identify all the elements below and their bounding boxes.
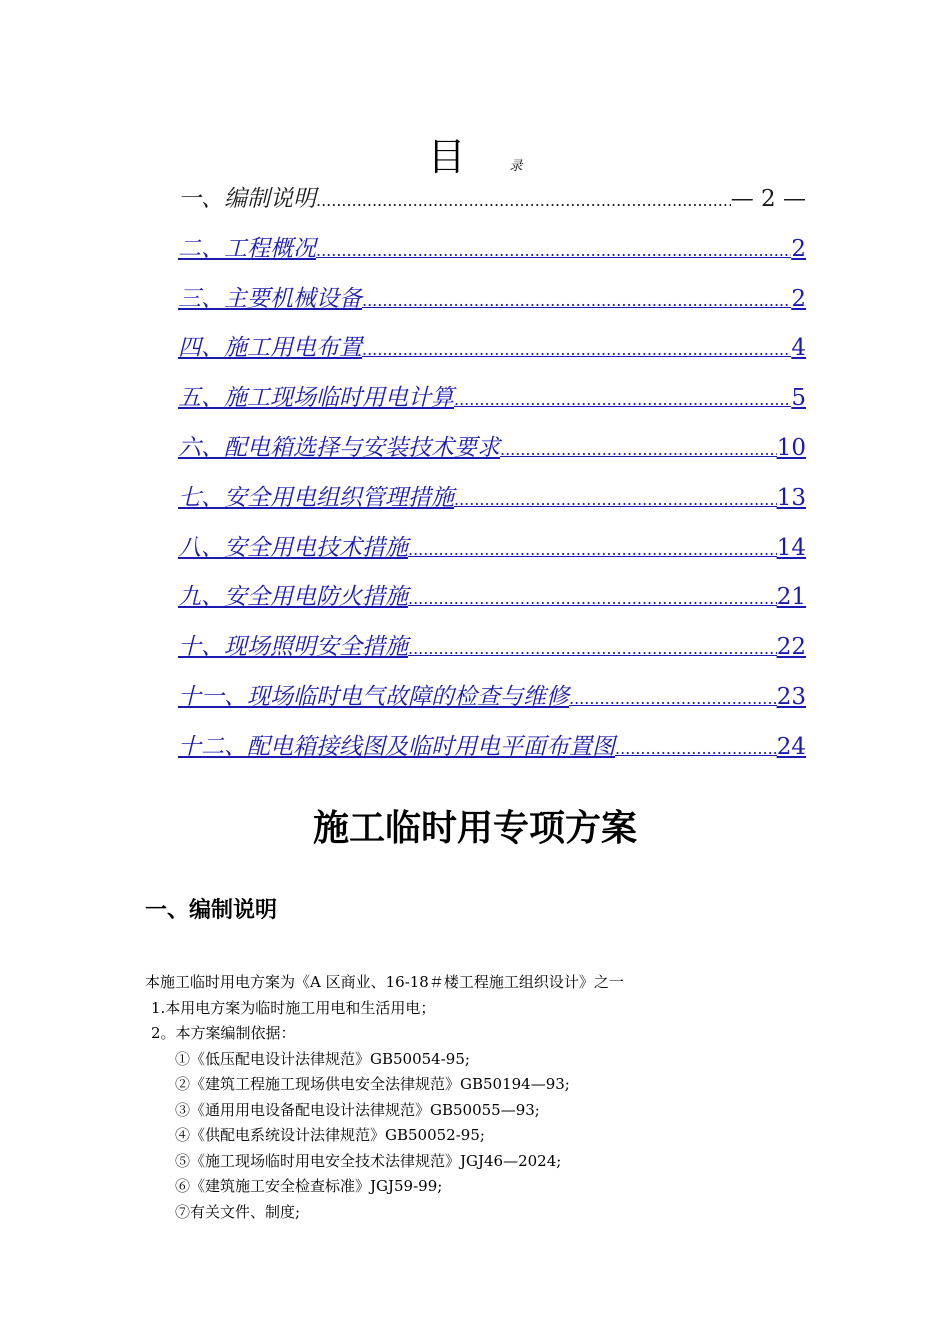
- toc-title: [0, 126, 950, 181]
- toc-entry-page: 22: [776, 634, 806, 661]
- intro-paragraph: 本施工临时用电方案为《A 区商业、16-18＃楼工程施工组织设计》之一: [145, 973, 624, 991]
- toc-entry-label: 十一、现场临时电气故障的检查与维修: [178, 683, 569, 710]
- list-item: 2。本方案编制依据：: [151, 1024, 296, 1042]
- toc-entry-page: 2: [791, 285, 806, 312]
- basis-item: ⑤《施工现场临时用电安全技术法律规范》JGJ46—2024;: [175, 1151, 562, 1170]
- toc-leader: [362, 280, 791, 322]
- basis-item: ④《供配电系统设计法律规范》GB50052-95;: [175, 1126, 485, 1144]
- toc-leader: [408, 578, 777, 620]
- toc-leader: [408, 628, 777, 670]
- toc-entry-page: 10: [776, 434, 806, 461]
- toc-entry-5[interactable]: [178, 377, 806, 427]
- basis-item: ②《建筑工程施工现场供电安全法律规范》GB50194—93;: [175, 1075, 570, 1093]
- toc-entry-label: 八、安全用电技术措施: [178, 534, 408, 561]
- toc-entry-3[interactable]: [178, 278, 806, 328]
- toc-leader: [316, 180, 731, 222]
- toc-entry-7[interactable]: [178, 477, 806, 527]
- toc-title-suffix: 录: [509, 159, 523, 174]
- toc-entry-page: 2: [791, 235, 806, 262]
- toc-entry-page: 21: [776, 584, 806, 611]
- toc-leader: [408, 529, 777, 571]
- toc-leader: [615, 728, 777, 770]
- section-body: [145, 970, 624, 1225]
- toc-entry-page: — 2 —: [730, 186, 806, 212]
- toc-entry-1[interactable]: [178, 178, 806, 228]
- table-of-contents: [178, 178, 806, 776]
- document-title: 施工临时用专项方案: [312, 808, 637, 849]
- section-heading: 一、编制说明: [145, 898, 278, 923]
- toc-entry-label: 十、现场照明安全措施: [178, 634, 408, 661]
- basis-item: ①《低压配电设计法律规范》GB50054-95;: [175, 1049, 470, 1068]
- toc-entry-2[interactable]: [178, 228, 806, 278]
- toc-entry-page: 24: [776, 733, 806, 760]
- toc-entry-10[interactable]: [178, 626, 806, 676]
- toc-entry-label: 六、配电箱选择与安装技术要求: [178, 434, 500, 461]
- toc-entry-page: 14: [776, 534, 806, 561]
- list-item: 1.本用电方案为临时施工用电和生活用电；: [151, 998, 436, 1017]
- toc-leader: [316, 230, 791, 272]
- toc-entry-4[interactable]: [178, 327, 806, 377]
- toc-entry-label: 一、编制说明: [178, 186, 316, 212]
- toc-entry-9[interactable]: [178, 576, 806, 626]
- toc-entry-label: 二、工程概况: [178, 235, 316, 262]
- toc-entry-label: 三、主要机械设备: [178, 285, 362, 312]
- toc-entry-page: 4: [791, 335, 806, 362]
- basis-item: ③《通用用电设备配电设计法律规范》GB50055—93;: [175, 1100, 540, 1119]
- toc-entry-11[interactable]: [178, 676, 806, 726]
- toc-entry-label: 十二、配电箱接线图及临时用电平面布置图: [178, 733, 615, 760]
- basis-item: ⑥《建筑施工安全检查标准》JGJ59-99;: [175, 1177, 443, 1195]
- toc-entry-page: 5: [791, 385, 806, 412]
- toc-entry-label: 五、施工现场临时用电计算: [178, 385, 454, 412]
- toc-leader: [362, 329, 791, 371]
- toc-title-main: 目: [427, 135, 466, 179]
- toc-leader: [454, 479, 777, 521]
- toc-leader: [569, 678, 777, 720]
- toc-entry-label: 九、安全用电防火措施: [178, 584, 408, 611]
- toc-entry-12[interactable]: [178, 726, 806, 776]
- toc-entry-page: 13: [776, 484, 806, 511]
- toc-entry-8[interactable]: [178, 527, 806, 577]
- toc-leader: [500, 429, 777, 471]
- toc-leader: [454, 379, 791, 421]
- toc-entry-page: 23: [776, 683, 806, 710]
- basis-item: ⑦有关文件、制度;: [175, 1202, 301, 1221]
- toc-entry-label: 四、施工用电布置: [178, 335, 362, 362]
- toc-entry-label: 七、安全用电组织管理措施: [178, 484, 454, 511]
- toc-entry-6[interactable]: [178, 427, 806, 477]
